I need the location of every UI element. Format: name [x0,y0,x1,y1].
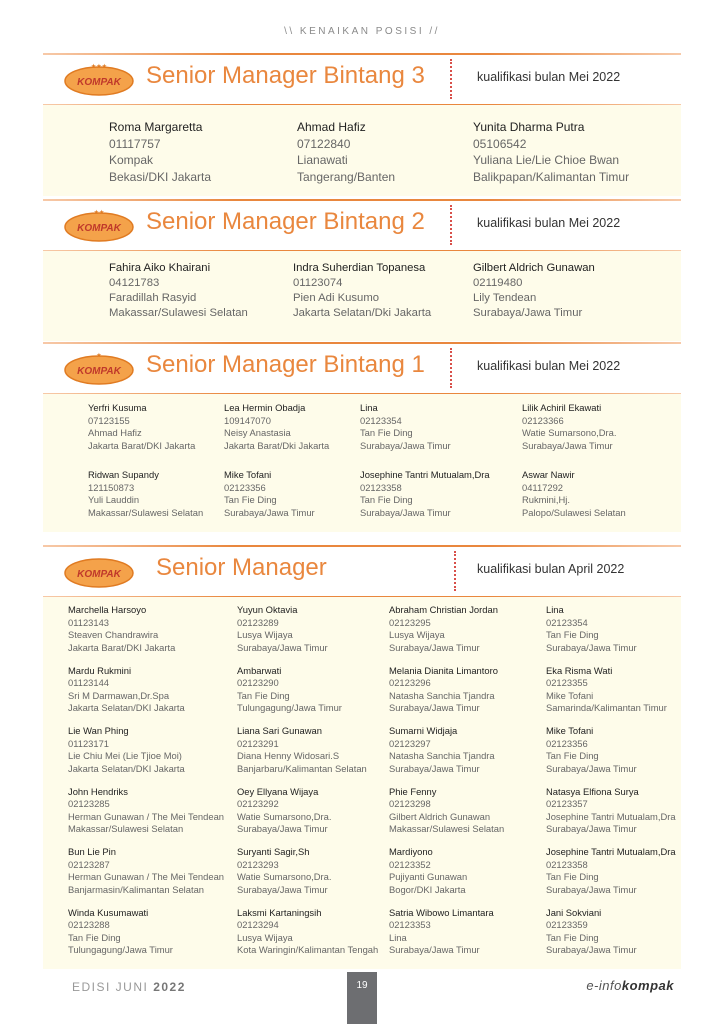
member-sponsor: Lusya Wijaya [237,931,293,943]
svg-text:KOMPAK: KOMPAK [77,223,121,234]
member-name: Phie Fenny [389,785,437,797]
member-sponsor: Tan Fie Ding [237,689,290,701]
member-name: Winda Kusumawati [68,906,149,918]
member-name: Ahmad Hafiz [297,120,366,134]
member-list [43,597,681,969]
member-id: 02123366 [522,414,564,426]
member-location: Jakarta Barat/DKI Jakarta [68,641,176,653]
member-name: Mike Tofani [546,725,594,736]
kompak-logo-icon [63,552,135,590]
member-entry [237,846,331,896]
member-id: 02123285 [68,798,110,810]
member-id: 02123356 [546,737,588,749]
member-name: Liana Sari Gunawan [237,725,322,736]
member-entry [224,402,329,452]
member-entry [68,846,224,896]
member-id: 02123297 [389,737,431,749]
member-location: Tulungagung/Jawa Timur [68,944,173,956]
member-name: Natasya Elfiona Surya [546,785,639,797]
member-sponsor: Tan Fie Ding [546,629,599,641]
section-header [43,342,681,394]
member-sponsor: Lily Tendean [473,292,537,304]
member-location: Jakarta Selatan/DKI Jakarta [68,702,185,714]
member-name: Lina [546,604,564,615]
member-id: 02123291 [237,737,279,749]
member-name: Bun Lie Pin [68,846,116,857]
member-id: 07122840 [297,136,351,151]
member-sponsor: Gilbert Aldrich Gunawan [389,810,491,822]
member-name: Mike Tofani [224,469,272,480]
member-name: Eka Risma Wati [546,664,613,676]
member-id: 02119480 [473,277,523,289]
member-location: Bekasi/DKI Jakarta [109,169,212,184]
member-name: Indra Suherdian Topanesa [293,262,426,274]
member-location: Surabaya/Jawa Timur [522,439,613,451]
member-sponsor: Watie Sumarsono,Dra. [237,871,332,883]
member-list [43,251,681,341]
member-entry [297,119,395,185]
member-entry [68,786,224,836]
member-location: Bogor/DKI Jakarta [389,883,466,895]
member-location: Surabaya/Jawa Timur [546,944,637,956]
dotted-divider [450,348,452,388]
dotted-divider [450,59,452,99]
svg-text:KOMPAK: KOMPAK [77,77,121,88]
member-name: Lea Hermin Obadja [224,402,306,413]
member-location: Surabaya/Jawa Timur [237,641,328,653]
member-entry [360,402,451,452]
member-id: 02123355 [546,677,588,689]
member-location: Surabaya/Jawa Timur [389,702,480,714]
member-name: Sumarni Widjaja [389,725,458,736]
member-name: Yunita Dharma Putra [473,120,585,134]
member-id: 01123171 [68,737,110,749]
svg-text:KOMPAK: KOMPAK [77,366,121,377]
section-header [43,53,681,105]
member-id: 02123354 [546,616,588,628]
member-id: 02123290 [237,677,279,689]
member-list [43,105,681,196]
member-location: Tangerang/Banten [297,169,396,184]
member-sponsor: Yuli Lauddin [88,494,140,506]
member-location: Jakarta Selatan/DKI Jakarta [68,762,185,774]
section-title: Senior Manager [156,554,327,581]
member-entry [68,604,175,654]
member-location: Surabaya/Jawa Timur [360,506,451,518]
member-entry [68,907,173,957]
member-location: Jakarta Barat/Dki Jakarta [224,439,330,451]
member-entry [546,907,637,957]
member-location: Surabaya/Jawa Timur [237,883,328,895]
kompak-logo-icon [63,206,135,244]
member-location: Makassar/Sulawesi Selatan [109,307,248,319]
member-sponsor: Lusya Wijaya [237,629,293,641]
member-id: 02123358 [360,481,402,493]
edition-label: EDISI JUNI 2022 [72,980,186,994]
member-name: Roma Margaretta [109,120,203,134]
member-name: John Hendriks [68,785,128,797]
member-location: Surabaya/Jawa Timur [546,883,637,895]
member-sponsor: Herman Gunawan / The Mei Tendean [68,810,224,822]
member-location: Surabaya/Jawa Timur [224,506,315,518]
member-id: 02123359 [546,919,588,931]
member-entry [546,786,676,836]
member-id: 121150873 [88,481,135,493]
svg-text:★: ★ [96,353,102,359]
page-kicker: \\ KENAIKAN POSISI // [284,26,440,37]
member-location: Jakarta Selatan/Dki Jakarta [293,307,432,319]
member-id: 02123292 [237,798,279,810]
member-entry [68,725,185,775]
member-id: 01123144 [68,677,110,689]
member-name: Josephine Tantri Mutualam,Dra [360,469,490,480]
member-location: Surabaya/Jawa Timur [546,762,637,774]
member-sponsor: Pujiyanti Gunawan [389,871,468,883]
member-location: Kota Waringin/Kalimantan Tengah [237,944,379,956]
kompak-logo-icon [63,60,135,98]
qualification-label: kualifikasi bulan Mei 2022 [477,216,621,230]
member-entry [293,261,431,321]
member-sponsor: Watie Sumarsono,Dra. [522,427,617,439]
svg-text:KOMPAK: KOMPAK [77,569,121,580]
member-name: Lie Wan Phing [68,725,129,736]
divider [43,199,681,201]
member-name: Mardiyono [389,846,433,857]
member-location: Surabaya/Jawa Timur [389,641,480,653]
member-sponsor: Lina [389,931,407,943]
member-sponsor: Steaven Chandrawira [68,629,159,641]
member-sponsor: Lusya Wijaya [389,629,445,641]
member-location: Surabaya/Jawa Timur [237,823,328,835]
member-sponsor: Sri M Darmawan,Dr.Spa [68,689,170,701]
member-sponsor: Natasha Sanchia Tjandra [389,689,495,701]
member-location: Makassar/Sulawesi Selatan [68,823,184,835]
member-sponsor: Tan Fie Ding [546,750,599,762]
member-entry [546,725,637,775]
member-sponsor: Kompak [109,153,154,167]
member-name: Marchella Harsoyo [68,604,147,615]
qualification-label: kualifikasi bulan April 2022 [477,562,625,576]
page-number: 19 [347,972,377,1024]
section-header [43,545,681,597]
member-location: Surabaya/Jawa Timur [546,641,637,653]
section-title: Senior Manager Bintang 3 [146,62,425,89]
member-name: Ridwan Supandy [88,469,159,480]
member-location: Jakarta Barat/DKI Jakarta [88,439,196,451]
section-title: Senior Manager Bintang 1 [146,351,425,378]
member-name: Lina [360,402,378,413]
member-id: 02123354 [360,414,402,426]
member-id: 05106542 [473,136,527,151]
member-entry [522,469,626,519]
member-name: Suryanti Sagir,Sh [237,846,310,857]
member-entry [109,261,248,321]
qualification-label: kualifikasi bulan Mei 2022 [477,359,621,373]
member-entry [546,846,676,896]
member-sponsor: Tan Fie Ding [360,427,413,439]
member-id: 01123143 [68,616,110,628]
member-id: 02123288 [68,919,110,931]
member-sponsor: Pien Adi Kusumo [293,292,380,304]
member-location: Surabaya/Jawa Timur [546,823,637,835]
member-name: Fahira Aiko Khairani [109,262,211,274]
member-name: Lilik Achiril Ekawati [522,402,602,413]
member-entry [389,604,498,654]
qualification-label: kualifikasi bulan Mei 2022 [477,70,621,84]
member-entry [88,402,195,452]
member-sponsor: Tan Fie Ding [546,871,599,883]
member-sponsor: Faradillah Rasyid [109,292,197,304]
member-location: Surabaya/Jawa Timur [389,762,480,774]
member-id: 01123074 [293,277,343,289]
member-name: Ambarwati [237,664,282,676]
member-sponsor: Mike Tofani [546,689,594,701]
member-sponsor: Lianawati [297,153,348,167]
member-id: 02123296 [389,677,431,689]
member-name: Yerfri Kusuma [88,402,147,413]
section-title: Senior Manager Bintang 2 [146,208,425,235]
member-list [43,394,681,532]
member-id: 02123352 [389,858,431,870]
member-location: Samarinda/Kalimantan Timur [546,702,667,714]
member-id: 02123357 [546,798,588,810]
member-entry [88,469,203,519]
section-header [43,199,681,251]
member-sponsor: Tan Fie Ding [224,494,277,506]
svg-text:★★: ★★ [93,210,105,216]
member-id: 02123353 [389,919,431,931]
member-sponsor: Neisy Anastasia [224,427,291,439]
brand-label: e-infokompak [586,978,674,993]
dotted-divider [454,551,456,591]
member-entry [68,665,185,715]
member-sponsor: Rukmini,Hj. [522,494,570,506]
member-location: Makassar/Sulawesi Selatan [88,506,204,518]
member-location: Surabaya/Jawa Timur [473,307,583,319]
member-name: Josephine Tantri Mutualam,Dra [546,846,676,857]
member-location: Surabaya/Jawa Timur [360,439,451,451]
member-sponsor: Tan Fie Ding [68,931,121,943]
member-sponsor: Natasha Sanchia Tjandra [389,750,495,762]
member-id: 109147070 [224,414,271,426]
member-entry [237,725,367,775]
member-location: Palopo/Sulawesi Selatan [522,506,626,518]
section-senior-manager-bintang-2 [43,199,681,341]
member-id: 02123287 [68,858,110,870]
divider [43,53,681,55]
member-entry [522,402,616,452]
member-name: Abraham Christian Jordan [389,604,498,615]
divider [43,545,681,547]
dotted-divider [450,205,452,245]
member-id: 02123356 [224,481,266,493]
member-id: 04121783 [109,277,160,289]
member-name: Satria Wibowo Limantara [389,906,494,918]
member-entry [389,665,498,715]
member-id: 07123155 [88,414,130,426]
member-location: Banjarbaru/Kalimantan Selatan [237,762,367,774]
member-entry [473,261,595,321]
member-id: 02123289 [237,616,279,628]
member-sponsor: Herman Gunawan / The Mei Tendean [68,871,224,883]
member-name: Oey Ellyana Wijaya [237,785,319,797]
member-sponsor: Tan Fie Ding [360,494,413,506]
member-entry [224,469,315,519]
member-entry [360,469,490,519]
member-entry [237,604,328,654]
member-name: Laksmi Kartaningsih [237,906,322,918]
member-id: 02123298 [389,798,431,810]
divider [43,342,681,344]
member-id: 02123358 [546,858,588,870]
member-name: Yuyun Oktavia [237,604,298,615]
member-id: 02123294 [237,919,279,931]
kompak-logo-icon [63,349,135,387]
member-entry [389,907,494,957]
member-location: Tulungagung/Jawa Timur [237,702,342,714]
member-location: Banjarmasin/Kalimantan Selatan [68,883,205,895]
member-sponsor: Josephine Tantri Mutualam,Dra [546,810,676,822]
member-sponsor: Tan Fie Ding [546,931,599,943]
section-senior-manager [43,545,681,969]
section-senior-manager-bintang-3 [43,53,681,196]
member-id: 02123293 [237,858,279,870]
section-senior-manager-bintang-1 [43,342,681,532]
member-entry [237,786,331,836]
member-entry [109,119,211,185]
member-entry [546,604,637,654]
member-sponsor: Yuliana Lie/Lie Chioe Bwan [473,153,620,167]
member-entry [389,725,495,775]
member-sponsor: Lie Chiu Mei (Lie Tjioe Moi) [68,750,182,762]
svg-text:★★★: ★★★ [90,64,108,70]
member-entry [546,665,667,715]
member-name: Gilbert Aldrich Gunawan [473,262,595,274]
member-id: 01117757 [109,136,161,151]
member-entry [237,907,378,957]
member-name: Aswar Nawir [522,469,575,480]
member-entry [473,119,629,185]
member-id: 04117292 [522,481,564,493]
member-location: Balikpapan/Kalimantan Timur [473,169,630,184]
member-location: Surabaya/Jawa Timur [389,944,480,956]
member-name: Mardu Rukmini [68,664,132,676]
member-sponsor: Watie Sumarsono,Dra. [237,810,332,822]
member-sponsor: Diana Henny Widosari.S [237,750,340,762]
member-entry [389,786,504,836]
member-sponsor: Ahmad Hafiz [88,427,142,439]
member-location: Makassar/Sulawesi Selatan [389,823,505,835]
member-id: 02123295 [389,616,431,628]
member-entry [389,846,467,896]
member-name: Jani Sokviani [546,906,602,918]
member-entry [237,665,342,715]
member-name: Melania Dianita Limantoro [389,664,498,676]
